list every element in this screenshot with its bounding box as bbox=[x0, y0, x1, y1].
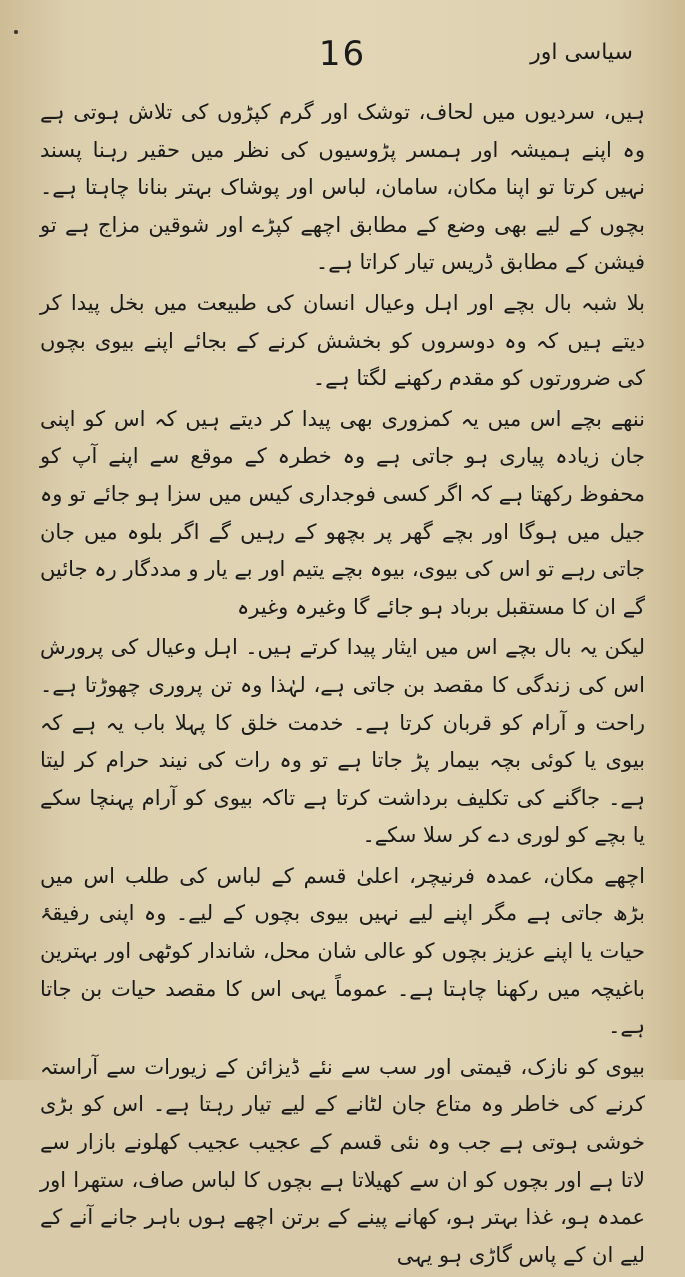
ink-speck bbox=[14, 30, 18, 34]
paragraph: اچھے مکان، عمدہ فرنیچر، اعلیٰ قسم کے لباس کی طلب اس میں بڑھ جاتی ہے مگر اپنے لیے نہیں بیوی بچوں کے لیے۔ وہ اپنی رفیقۂ حیات یا اپنے عزیز بچوں کو عالی شان محل، شاندار کوٹھی اور بہترین باغیچہ میں رکھنا چاہتا ہے۔ عموماً یہی اس کا مقصد حیات بن جاتا ہے۔ bbox=[40, 863, 645, 1039]
paragraph: ہیں، سردیوں میں لحاف، توشک اور گرم کپڑوں کی تلاش ہوتی ہے وہ اپنے ہمیشہ اور ہمسر پڑوسیوں کی نظر میں حقیر رہنا پسند نہیں کرتا تو اپنا مکان، سامان، لباس اور پوشاک بہتر بنانا چاہتا ہے۔ بچوں کے لیے بھی وضع کے مطابق اچھے کپڑے اور شوقین مزاج ہے تو فیشن کے مطابق ڈریس تیار کراتا ہے۔ bbox=[40, 100, 645, 275]
paragraph: ننھے بچے اس میں یہ کمزوری بھی پیدا کر دیتے ہیں کہ اس کو اپنی جان زیادہ پیاری ہو جاتی ہے وہ خطرہ کے موقع سے اپنے آپ کو محفوظ رکھتا ہے کہ اگر کسی فوجداری کیس میں سزا ہو جائے تو وہ جیل میں ہوگا اور بچے گھر پر بچھو کے رہیں گے اگر بلوہ میں جان جاتی رہے تو اس کی بیوی، بیوہ بچے یتیم اور بے یار و مددگار رہ جائیں گے ان کا مستقبل برباد ہو جائے گا وغیرہ وغیرہ bbox=[40, 406, 645, 619]
paragraph: بیوی کو نازک، قیمتی اور سب سے نئے ڈیزائن کے زیورات سے آراستہ کرنے کی خاطر وہ متاع جان لٹانے کے لیے تیار رہتا ہے۔ اس کو بڑی خوشی ہوتی ہے جب وہ نئی قسم کے عجیب عجیب کھلونے بازار سے لاتا ہے اور بچوں کو ان سے کھیلاتا ہے بچوں کا لباس صاف، ستھرا اور عمدہ ہو، غذا بہتر ہو، کھانے پینے کے برتن اچھے ہوں باہر جانے آنے کے لیے ان کے پاس گاڑی ہو یہی bbox=[40, 1054, 645, 1267]
page-body bbox=[40, 94, 645, 1277]
paragraph: بلا شبہ بال بچے اور اہل وعیال انسان کی طبیعت میں بخل پیدا کر دیتے ہیں کہ وہ دوسروں کو بخشش کرنے کے بجائے اپنے بیوی بچوں کی ضرورتوں کو مقدم رکھنے لگتا ہے۔ bbox=[40, 290, 645, 391]
page-header bbox=[40, 34, 645, 84]
running-head: سیاسی اور bbox=[530, 40, 633, 65]
page-number: 16 bbox=[318, 34, 367, 74]
paragraph: لیکن یہ بال بچے اس میں ایثار پیدا کرتے ہیں۔ اہل وعیال کی پرورش اس کی زندگی کا مقصد بن جاتی ہے، لہٰذا وہ تن پروری چھوڑتا ہے۔ راحت و آرام کو قربان کرتا ہے۔ خدمت خلق کا پہلا باب یہ ہے کہ بیوی یا کوئی بچہ بیمار پڑ جاتا ہے تو وہ رات کی نیند حرام کر لیتا ہے۔ جاگنے کی تکلیف برداشت کرتا ہے تاکہ بیوی کو آرام پہنچا سکے یا بچے کو لوری دے کر سلا سکے۔ bbox=[40, 635, 645, 848]
